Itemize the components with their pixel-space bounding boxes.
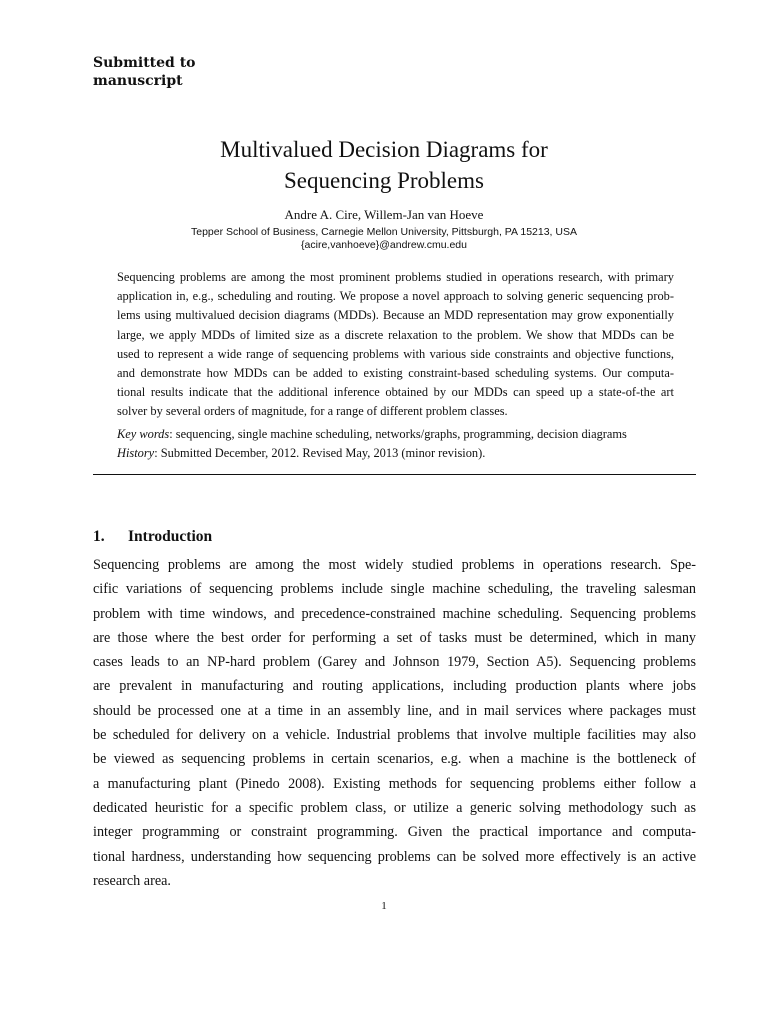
- paragraph-line: cific variations of sequencing problems include single machine scheduling, the traveling salesman: [93, 581, 696, 598]
- history-text: Submitted December, 2012. Revised May, 2013 (minor revision).: [157, 446, 486, 460]
- abstract-line: solver by several orders of magnitude, for a range of different problem classes.: [117, 404, 508, 419]
- history-separator: :: [154, 446, 158, 460]
- page-number: 1: [381, 900, 387, 912]
- paragraph-line: dedicated heuristic for a specific problem class, or utilize a generic solving methodology such as: [93, 799, 696, 816]
- author-list: Andre A. Cire, Willem-Jan van Hoeve: [284, 207, 484, 222]
- submission-note-line: manuscript: [93, 73, 183, 89]
- introduction-paragraph: [93, 553, 696, 893]
- paragraph-line: be scheduled for delivery on a vehicle. Industrial problems that involve multiple facilities may also: [93, 727, 696, 744]
- keywords-separator: :: [169, 427, 173, 441]
- abstract-line: large, we apply MDDs of limited size as a discrete relaxation to the problem. We show that MDDs can be: [117, 327, 674, 342]
- paper-title-line: Sequencing Problems: [284, 168, 484, 193]
- paragraph-line: integer programming or constraint programming. Given the practical importance and computa-: [93, 824, 696, 841]
- paragraph-line: are prevalent in manufacturing and routing applications, including production plants where jobs: [93, 678, 696, 695]
- abstract-line: Sequencing problems are among the most prominent problems studied in operations research, with primary: [117, 270, 674, 284]
- paragraph-line: be viewed as sequencing problems in certain scenarios, e.g. when a machine is the bottleneck of: [93, 751, 696, 768]
- paragraph-line: tional hardness, understanding how sequencing problems can be solved more effectively is an active: [93, 848, 696, 865]
- abstract-line: used to represent a wide range of sequencing problems with various side constraints and objective functions,: [117, 346, 674, 361]
- paragraph-line: Sequencing problems are among the most widely studied problems in operations research. Spe-: [93, 557, 696, 573]
- paper-title-line: Multivalued Decision Diagrams for: [220, 137, 548, 162]
- abstract: [117, 268, 674, 422]
- submission-note-line: Submitted to: [93, 55, 196, 71]
- affiliation-institution: Tepper School of Business, Carnegie Mellon University, Pittsburgh, PA 15213, USA: [191, 226, 577, 238]
- paragraph-line: should be processed one at a time in an assembly line, and in mail services where packages must: [93, 702, 696, 719]
- submission-note: [93, 54, 196, 90]
- abstract-line: and demonstrate how MDDs can be added to existing constraint-based scheduling systems. Our computa-: [117, 365, 674, 380]
- affiliation-email: {acire,vanhoeve}@andrew.cmu.edu: [301, 239, 467, 251]
- abstract-line: application in, e.g., scheduling and routing. We propose a novel approach to solving generic sequencing prob-: [117, 289, 674, 304]
- history: [117, 444, 677, 463]
- paper-metadata: [117, 425, 677, 463]
- section-title: Introduction: [128, 528, 213, 545]
- paragraph-line: a manufacturing plant (Pinedo 2008). Existing methods for sequencing problems either follow a: [93, 775, 696, 792]
- section-divider: [93, 474, 696, 475]
- keywords-label: Key words: [117, 427, 170, 441]
- paragraph-line: are those where the best order for performing a set of tasks must be determined, which in many: [93, 629, 696, 646]
- keywords: [117, 425, 677, 444]
- affiliation: [0, 226, 768, 252]
- paragraph-line: cases leads to an NP-hard problem (Garey and Johnson 1979, Section A5). Sequencing problems: [93, 654, 696, 671]
- paper-title: [0, 134, 768, 196]
- abstract-line: tional results indicate that the additional inference obtained by our MDDs can speed up a state-of-the art: [117, 385, 674, 400]
- section-heading: [93, 528, 212, 546]
- keywords-text: sequencing, single machine scheduling, networks/graphs, programming, decision diagrams: [172, 427, 627, 441]
- paragraph-line: research area.: [93, 872, 171, 889]
- paragraph-line: problem with time windows, and precedence-constrained machine scheduling. Sequencing problems: [93, 605, 696, 622]
- section-number: 1.: [93, 528, 105, 545]
- history-label: History: [117, 446, 155, 460]
- abstract-line: lems using multivalued decision diagrams (MDDs). Because an MDD representation may grow exponentially: [117, 308, 674, 323]
